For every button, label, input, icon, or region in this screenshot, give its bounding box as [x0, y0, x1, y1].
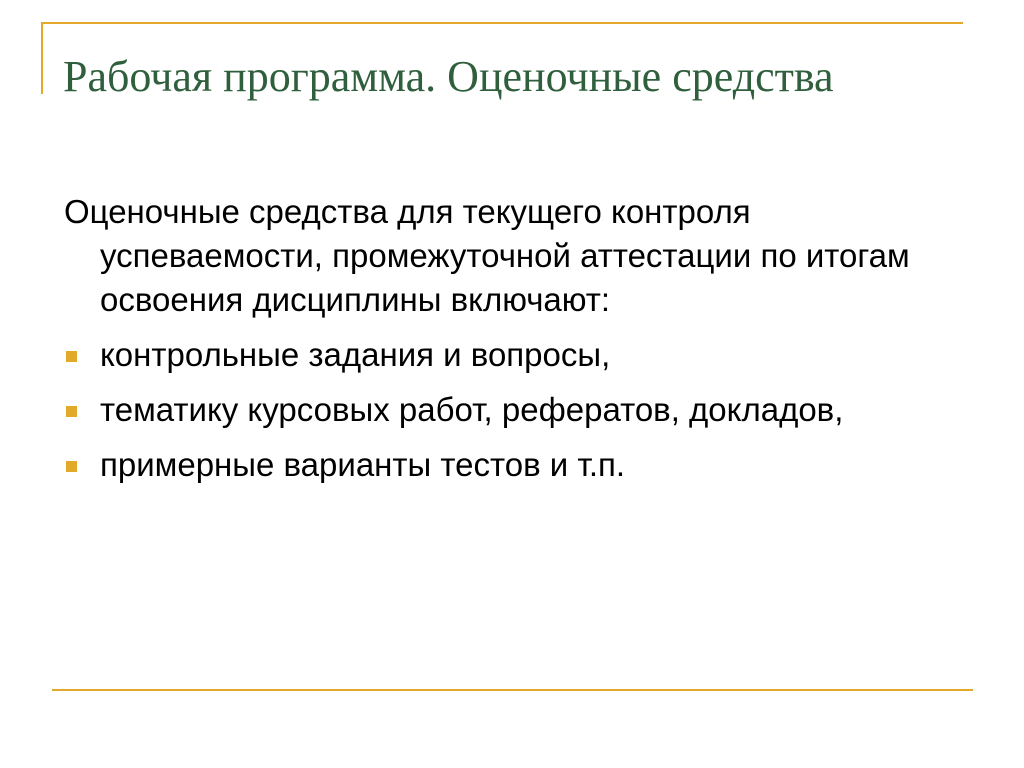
bullet-text: примерные варианты тестов и т.п.: [100, 446, 626, 483]
square-bullet-icon: [66, 406, 77, 417]
bullet-text: тематику курсовых работ, рефератов, докладов,: [100, 391, 844, 428]
bullet-list: [64, 333, 964, 487]
list-item: [64, 443, 964, 487]
square-bullet-icon: [66, 351, 77, 362]
top-border-line: [41, 22, 963, 24]
list-item: [64, 333, 964, 377]
slide-title: Рабочая программа. Оценочные средства: [63, 52, 834, 101]
square-bullet-icon: [66, 461, 77, 472]
slide-body: [64, 190, 964, 498]
bottom-border-line: [52, 689, 973, 691]
bullet-text: контрольные задания и вопросы,: [100, 336, 611, 373]
intro-paragraph: Оценочные средства для текущего контроля успеваемости, промежуточной аттестации по итогам освоения дисциплины включают:: [64, 193, 910, 318]
list-item: [64, 388, 964, 432]
left-border-line: [41, 22, 43, 94]
